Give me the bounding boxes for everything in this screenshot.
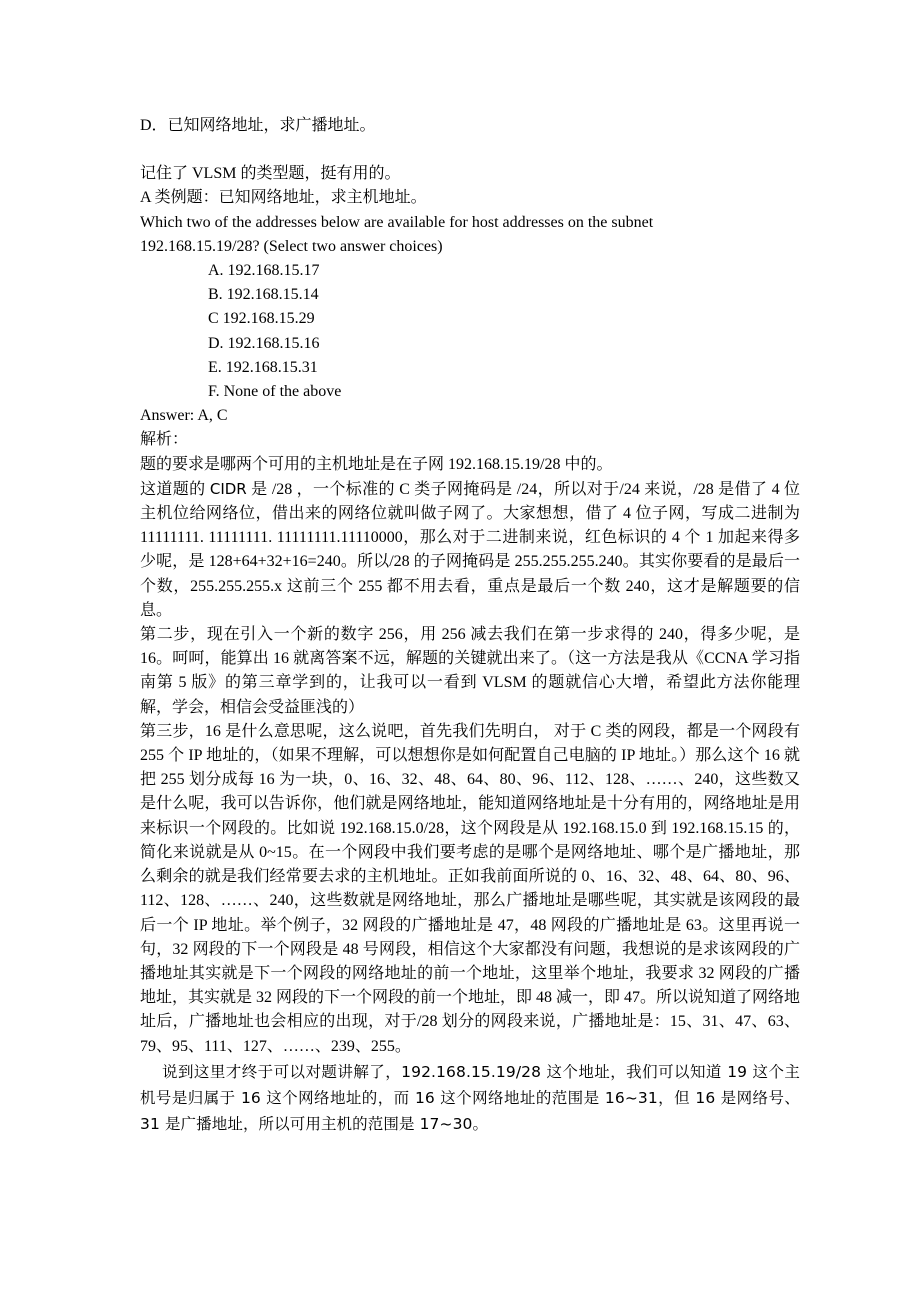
cidr-term: CIDR	[209, 479, 247, 498]
paragraph-step-2: 第二步，现在引入一个新的数字 256，用 256 减去我们在第一步求得的 240，得多少呢，是 16。呵呵，能算出 16 就离答案不远，解题的关键就出来了。（这一方法是我从《CCNA 学习指南第 5 版》的第三章学到的，让我可以一看到 VLSM 的题就信心大增，希望此方法你能理解，学会，相信会受益匪浅的）	[140, 626, 800, 716]
paragraph-conclusion: 说到这里才终于可以对题讲解了，192.168.15.19/28 这个地址，我们可以知道 19 这个主机号是归属于 16 这个网络地址的，而 16 这个网络地址的范围是 16~31，但 16 是网络号、31 是广播地址，所以可用主机的范围是 17~30。	[140, 1062, 800, 1133]
paragraph-step-1-pre: 这道题的	[140, 480, 210, 498]
option-a: A. 192.168.15.17	[208, 262, 320, 280]
option-b: B. 192.168.15.14	[208, 286, 319, 304]
example-title: A 类例题：已知网络地址，求主机地址。	[140, 189, 427, 207]
heading-d: D．已知网络地址，求广播地址。	[140, 117, 376, 134]
question-line-1: Which two of the addresses below are available for host addresses on the subnet	[140, 213, 654, 231]
question-restatement: 题的要求是哪两个可用的主机地址是在子网 192.168.15.19/28 中的。	[140, 455, 613, 473]
answer-line: Answer: A, C	[140, 407, 228, 425]
paragraph-step-1-post: 是 /28 ，一个标准的 C 类子网掩码是 /24，所以对于/24 来说，/28 是借了 4 位主机位给网络位，借出来的网络位就叫做子网了。大家想想，借了 4 位子网，写成二进制为 11111111. 11111111. 11111111.11110000，那么对于二进制来说，红色标识的 4 个 1 加起来得多少呢，是 128+64+32+16=240。所以/28 的子网掩码是 255.255.255.240。其实你要看的是最后一个数，255.255.255.x 这前三个 255 都不用去看，重点是最后一个数 240，这才是解题要的信息。	[140, 480, 800, 619]
option-e: E. 192.168.15.31	[208, 358, 318, 376]
paragraph-step-3: 第三步，16 是什么意思呢，这么说吧，首先我们先明白， 对于 C 类的网段，都是一个网段有 255 个 IP 地址的，（如果不理解，可以想想你是如何配置自己电脑的 IP 地址。）那么这个 16 就把 255 划分成每 16 为一块，0、16、32、48、64、80、96、112、128、……、240，这些数又是什么呢，我可以告诉你，他们就是网络地址，能知道网络地址是十分有用的，网络地址是用来标识一个网段的。比如说 192.168.15.0/28，这个网段是从 192.168.15.0 到 192.168.15.15 的，简化来说就是从 0~15。在一个网段中我们要考虑的是哪个是网络地址、哪个是广播地址，那么剩余的就是我们经常要去求的主机地址。正如我前面所说的 0、16、32、48、64、80、96、112、128、……、240，这些数就是网络地址，那么广播地址是哪些呢，其实就是该网段的最后一个 IP 地址。举个例子，32 网段的广播地址是 47，48 网段的广播地址是 63。这里再说一句，32 网段的下一个网段是 48 号网段，相信这个大家都没有问题，我想说的是求该网段的广播地址其实就是下一个网段的网络地址的前一个地址，这里举个地址，我要求 32 网段的广播地址，其实就是 32 网段的下一个网段的前一个地址，即 48 减一，即 47。所以说知道了网络地址后，广播地址也会相应的出现，对于/28 划分的网段来说，广播地址是：15、31、47、63、79、95、111、127、……、239、255。	[140, 722, 801, 1055]
option-d: D. 192.168.15.16	[208, 334, 320, 352]
option-f: F. None of the above	[208, 383, 342, 401]
paragraph-step-1	[140, 477, 800, 623]
question-line-2: 192.168.15.19/28? (Select two answer choices)	[140, 237, 443, 255]
intro-line: 记住了 VLSM 的类型题，挺有用的。	[140, 165, 401, 183]
analysis-label: 解析：	[140, 431, 189, 449]
option-c: C 192.168.15.29	[208, 310, 315, 328]
document-body	[140, 114, 800, 1137]
